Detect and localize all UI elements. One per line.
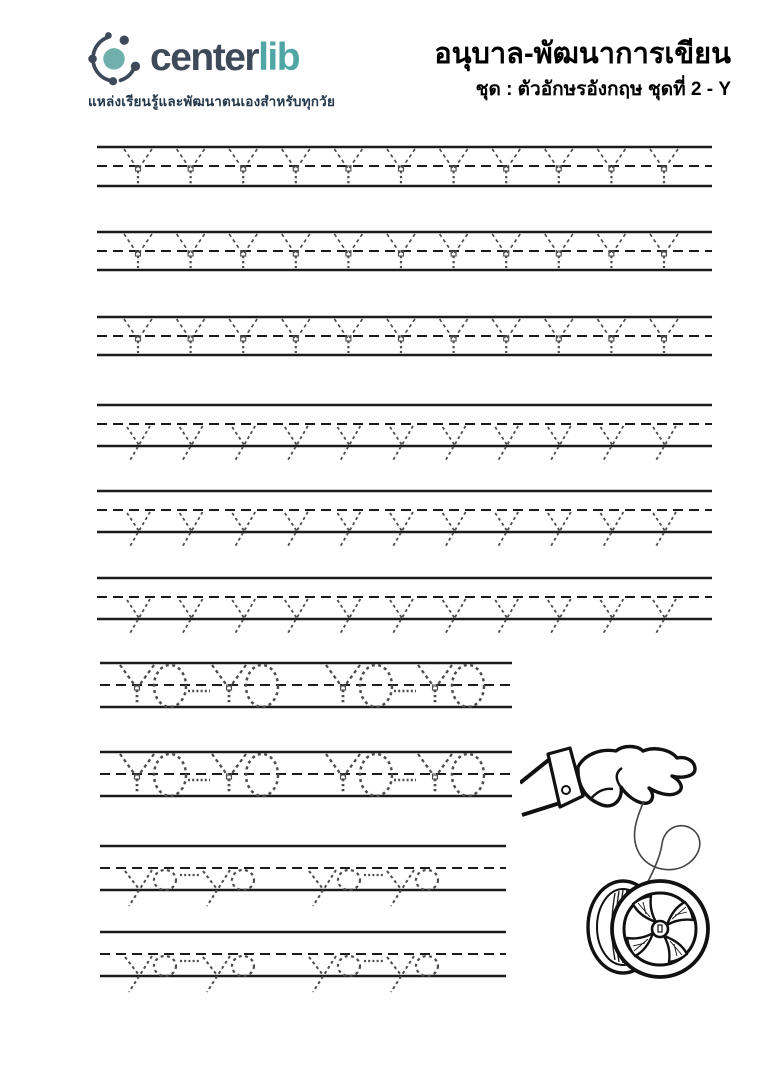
trace-letters bbox=[127, 426, 676, 462]
practice-row-9 bbox=[100, 846, 506, 906]
trace-letters bbox=[125, 956, 438, 992]
practice-row-6 bbox=[97, 578, 712, 635]
logo-tagline: แหล่งเรียนรู้และพัฒนาตนเองสำหรับทุกวัย bbox=[88, 94, 336, 109]
practice-row-4 bbox=[97, 405, 712, 462]
practice-row-8 bbox=[100, 752, 512, 796]
hand bbox=[578, 747, 695, 806]
practice-row-7 bbox=[100, 663, 512, 707]
logo-text-center: center bbox=[150, 35, 259, 79]
trace-letters bbox=[127, 512, 676, 548]
yoyo bbox=[588, 881, 708, 977]
practice-row-3 bbox=[97, 317, 712, 355]
trace-letters bbox=[127, 599, 676, 635]
sleeve bbox=[520, 748, 583, 815]
yoyo-illustration bbox=[520, 743, 720, 988]
trace-letters bbox=[125, 870, 438, 906]
worksheet-title: อนุบาล-พัฒนาการเขียน bbox=[434, 38, 731, 70]
practice-row-5 bbox=[97, 491, 712, 548]
logo-text-lib: lib bbox=[258, 35, 300, 79]
practice-row-2 bbox=[97, 232, 712, 270]
practice-row-1 bbox=[97, 147, 712, 186]
practice-row-10 bbox=[100, 932, 506, 992]
worksheet-subtitle: ชุด : ตัวอักษรอังกฤษ ชุดที่ 2 - Y bbox=[475, 79, 731, 101]
